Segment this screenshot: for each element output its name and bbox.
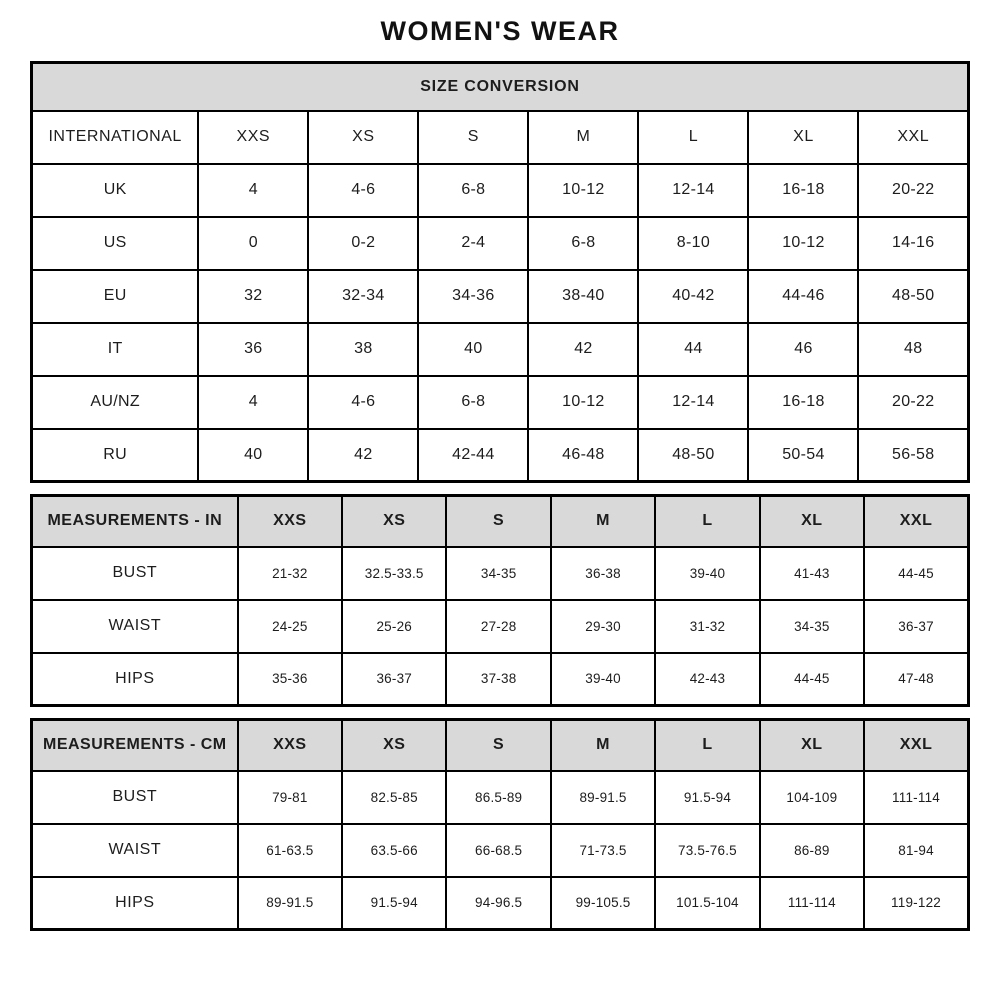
column-header: L [655,496,759,547]
table-cell: 4-6 [308,164,418,217]
table-cell: 16-18 [748,164,858,217]
table-cell: 34-35 [760,600,864,653]
column-header: XS [342,496,446,547]
row-label: WAIST [32,600,238,653]
table-cell: 94-96.5 [446,877,550,930]
column-header: M [551,496,655,547]
corner-header: INTERNATIONAL [32,111,199,164]
table-cell: 36-37 [342,653,446,706]
column-header: XXL [864,496,968,547]
table-cell: 20-22 [858,376,968,429]
table-cell: 10-12 [748,217,858,270]
row-label: HIPS [32,877,238,930]
table-cell: 40 [418,323,528,376]
table-cell: 111-114 [760,877,864,930]
table-cell: 14-16 [858,217,968,270]
table-cell: 82.5-85 [342,771,446,824]
table-cell: 46-48 [528,429,638,482]
size-conversion-table [30,61,970,483]
column-header: XL [760,720,864,771]
column-header: S [418,111,528,164]
table-banner-row [32,63,969,111]
table-cell: 36 [198,323,308,376]
table-cell: 21-32 [238,547,342,600]
table-cell: 10-12 [528,376,638,429]
column-header: M [528,111,638,164]
table-cell: 101.5-104 [655,877,759,930]
table-cell: 32 [198,270,308,323]
table-cell: 10-12 [528,164,638,217]
table-cell: 44-46 [748,270,858,323]
table-row [32,877,969,930]
table-cell: 104-109 [760,771,864,824]
table-row [32,323,969,376]
measurements-cm-body [32,720,969,930]
table-cell: 16-18 [748,376,858,429]
table-cell: 44 [638,323,748,376]
table-cell: 25-26 [342,600,446,653]
table-cell: 91.5-94 [655,771,759,824]
table-row [32,429,969,482]
measurements-in-table [30,494,970,707]
table-cell: 86.5-89 [446,771,550,824]
table-cell: 36-37 [864,600,968,653]
table-cell: 6-8 [418,164,528,217]
table-cell: 86-89 [760,824,864,877]
table-cell: 50-54 [748,429,858,482]
column-header: XXL [858,111,968,164]
table-cell: 34-35 [446,547,550,600]
table-cell: 44-45 [760,653,864,706]
table-cell: 47-48 [864,653,968,706]
table-row [32,771,969,824]
table-cell: 61-63.5 [238,824,342,877]
table-cell: 46 [748,323,858,376]
table-cell: 36-38 [551,547,655,600]
column-header: L [655,720,759,771]
table-cell: 79-81 [238,771,342,824]
table-row [32,600,969,653]
table-cell: 40-42 [638,270,748,323]
corner-header: MEASUREMENTS - CM [32,720,238,771]
table-cell: 12-14 [638,376,748,429]
measurements-cm-table [30,718,970,931]
column-header-row [32,111,969,164]
table-row [32,653,969,706]
table-cell: 42 [528,323,638,376]
table-cell: 99-105.5 [551,877,655,930]
measurements-in-body [32,496,969,706]
table-cell: 63.5-66 [342,824,446,877]
table-cell: 8-10 [638,217,748,270]
row-label: WAIST [32,824,238,877]
column-header: XS [308,111,418,164]
row-label: EU [32,270,199,323]
column-header: XXS [198,111,308,164]
table-cell: 42-43 [655,653,759,706]
column-header: M [551,720,655,771]
row-label: BUST [32,547,238,600]
column-header: S [446,496,550,547]
table-cell: 4 [198,164,308,217]
column-header-row [32,496,969,547]
table-cell: 42 [308,429,418,482]
table-cell: 40 [198,429,308,482]
row-label: UK [32,164,199,217]
table-cell: 111-114 [864,771,968,824]
table-cell: 20-22 [858,164,968,217]
table-cell: 32.5-33.5 [342,547,446,600]
page-title: WOMEN'S WEAR [380,16,620,46]
table-cell: 66-68.5 [446,824,550,877]
table-row [32,270,969,323]
table-cell: 29-30 [551,600,655,653]
table-cell: 48-50 [638,429,748,482]
table-banner: SIZE CONVERSION [32,63,969,111]
column-header: XXL [864,720,968,771]
table-cell: 6-8 [528,217,638,270]
column-header: XXS [238,720,342,771]
column-header: XL [760,496,864,547]
table-cell: 12-14 [638,164,748,217]
table-cell: 89-91.5 [238,877,342,930]
column-header: XS [342,720,446,771]
table-cell: 32-34 [308,270,418,323]
table-cell: 4 [198,376,308,429]
table-row [32,547,969,600]
row-label: IT [32,323,199,376]
row-label: AU/NZ [32,376,199,429]
table-cell: 31-32 [655,600,759,653]
table-row [32,164,969,217]
table-cell: 35-36 [238,653,342,706]
table-cell: 81-94 [864,824,968,877]
table-cell: 39-40 [655,547,759,600]
table-row [32,376,969,429]
table-cell: 48-50 [858,270,968,323]
table-cell: 34-36 [418,270,528,323]
table-row [32,824,969,877]
table-cell: 56-58 [858,429,968,482]
table-cell: 39-40 [551,653,655,706]
table-cell: 37-38 [446,653,550,706]
size-conversion-body [32,111,969,482]
table-row [32,217,969,270]
row-label: HIPS [32,653,238,706]
table-cell: 0-2 [308,217,418,270]
table-cell: 41-43 [760,547,864,600]
column-header: XL [748,111,858,164]
table-cell: 0 [198,217,308,270]
table-cell: 38 [308,323,418,376]
column-header: L [638,111,748,164]
column-header: XXS [238,496,342,547]
table-cell: 2-4 [418,217,528,270]
table-cell: 119-122 [864,877,968,930]
table-cell: 71-73.5 [551,824,655,877]
table-cell: 42-44 [418,429,528,482]
table-cell: 6-8 [418,376,528,429]
table-cell: 89-91.5 [551,771,655,824]
table-cell: 4-6 [308,376,418,429]
table-cell: 91.5-94 [342,877,446,930]
table-cell: 38-40 [528,270,638,323]
row-label: RU [32,429,199,482]
column-header: S [446,720,550,771]
row-label: BUST [32,771,238,824]
column-header-row [32,720,969,771]
table-cell: 73.5-76.5 [655,824,759,877]
row-label: US [32,217,199,270]
corner-header: MEASUREMENTS - IN [32,496,238,547]
table-cell: 48 [858,323,968,376]
table-cell: 24-25 [238,600,342,653]
table-cell: 44-45 [864,547,968,600]
table-cell: 27-28 [446,600,550,653]
